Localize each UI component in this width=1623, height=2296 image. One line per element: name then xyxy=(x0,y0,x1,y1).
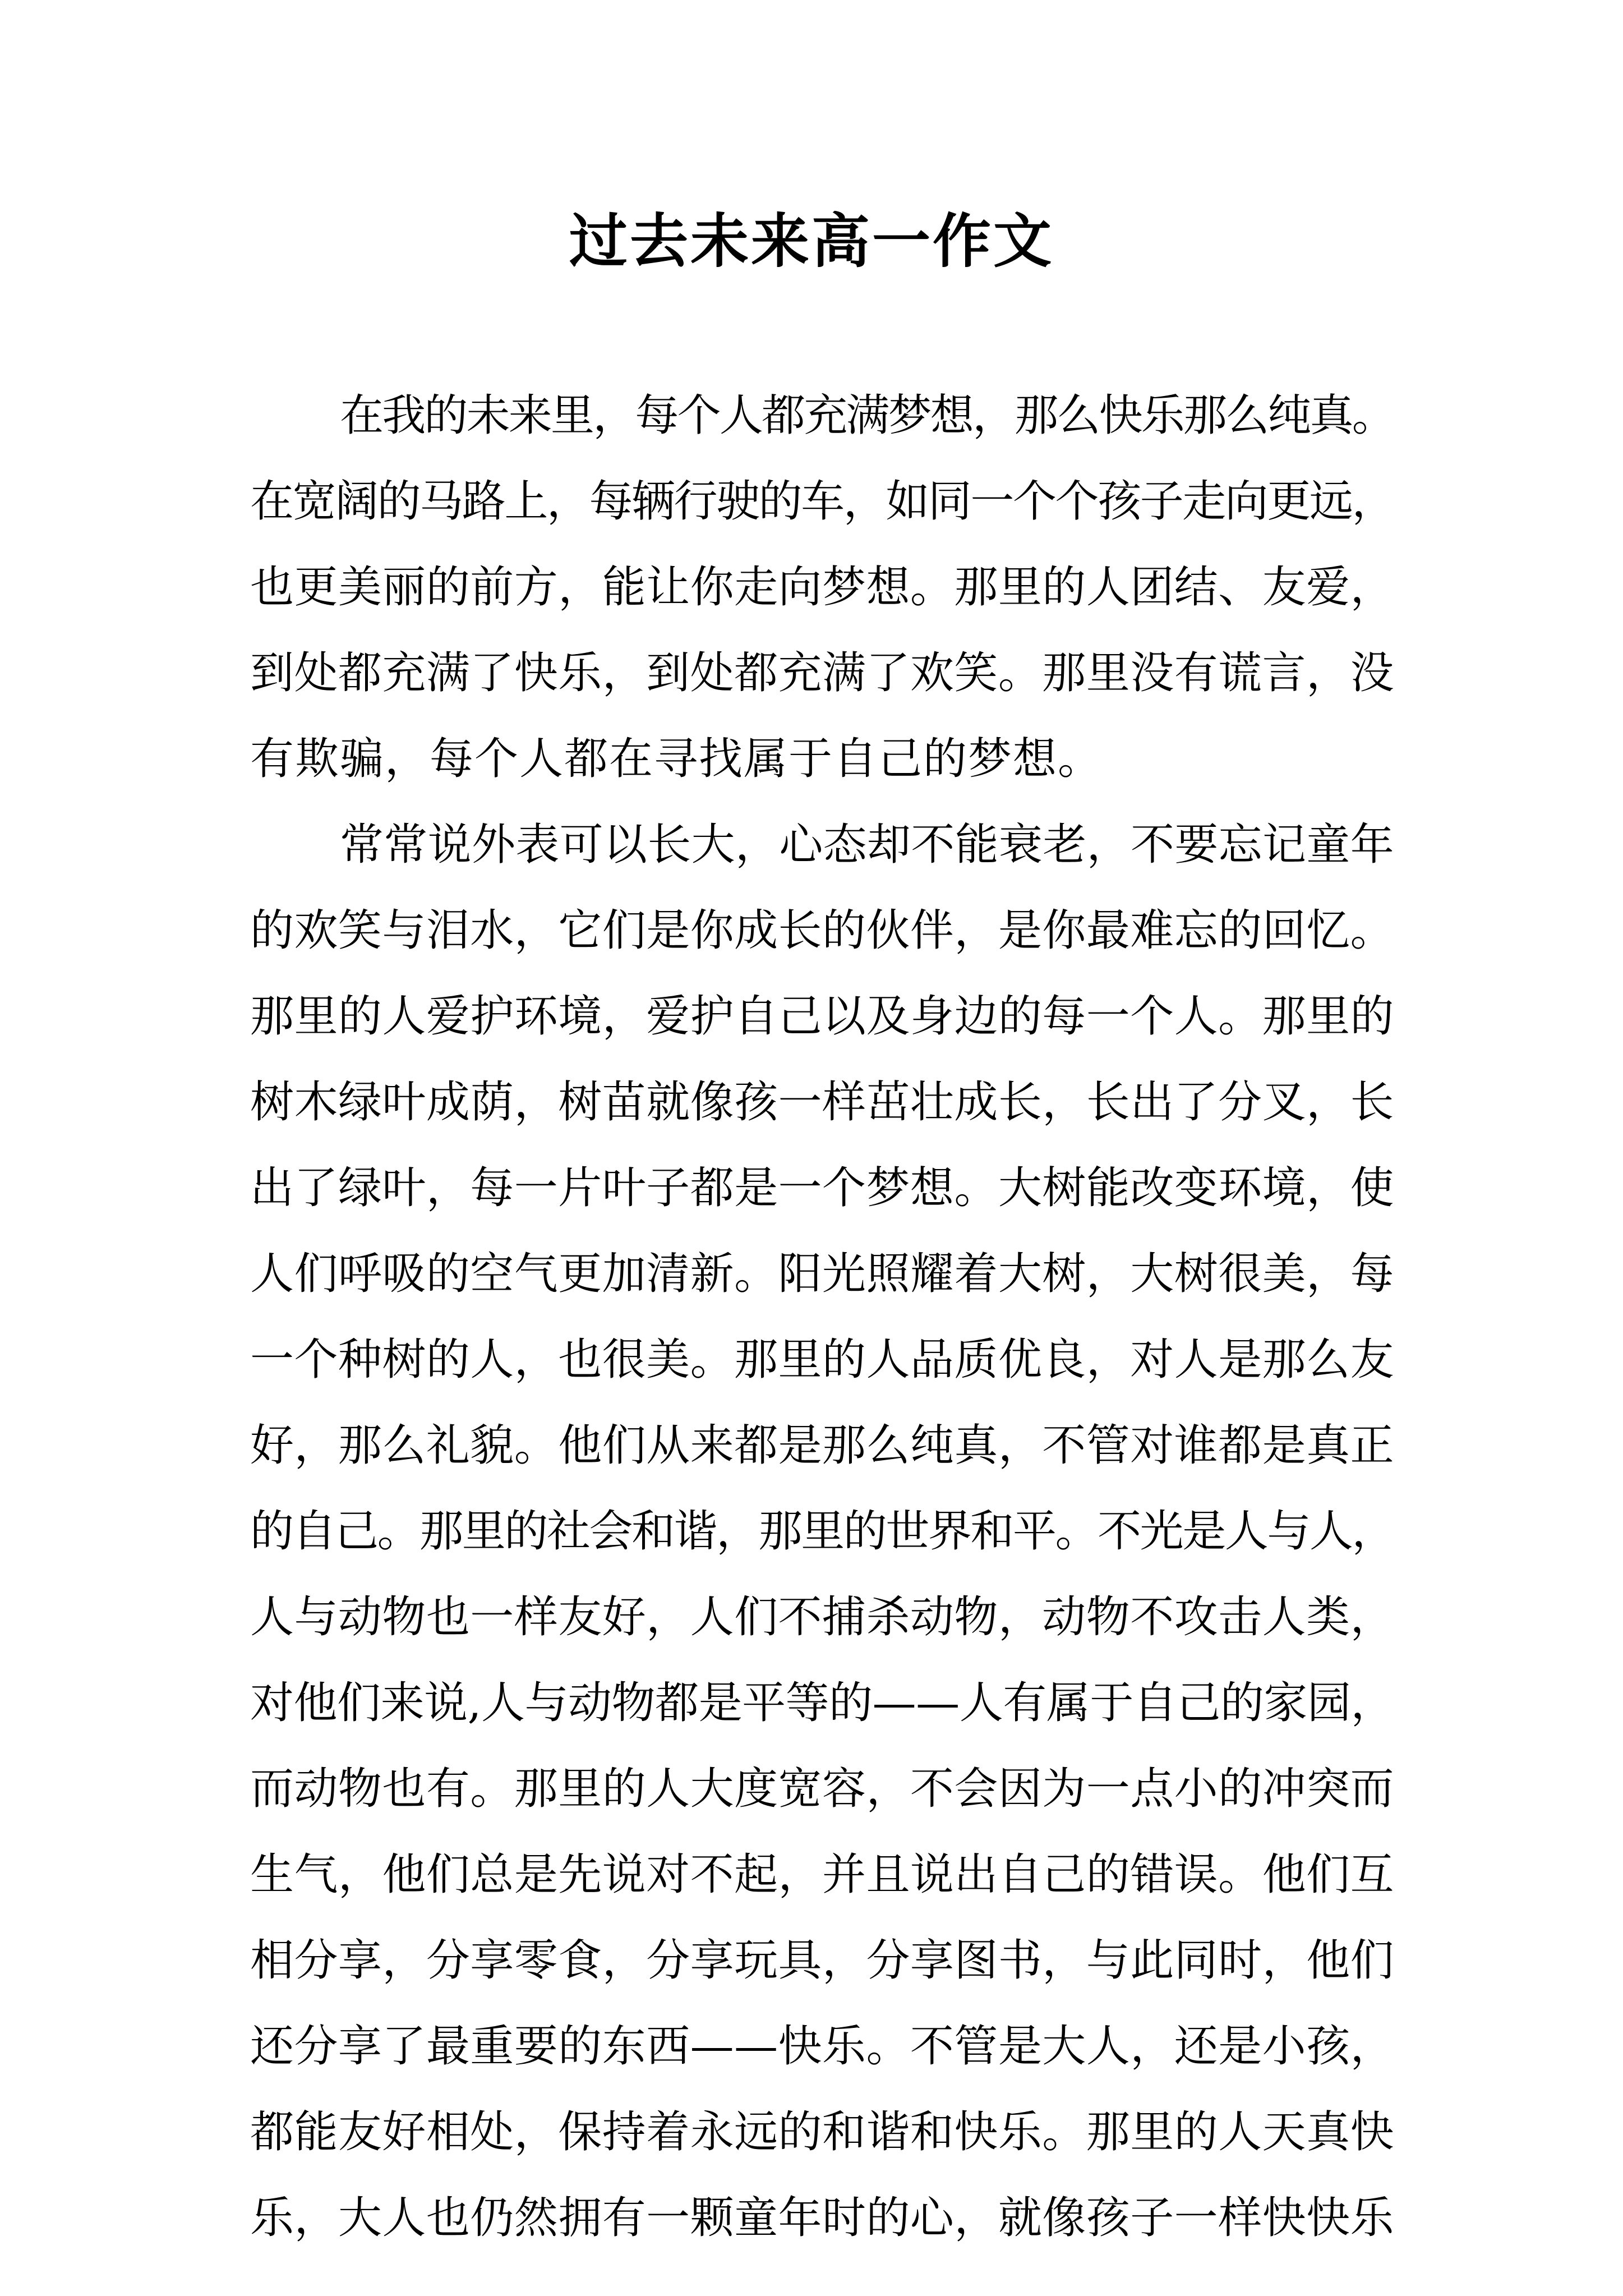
text-line: 的自己。那里的社会和谐，那里的世界和平。不光是人与人， xyxy=(250,1506,1394,1557)
text-line: 在宽阔的马路上，每辆行驶的车，如同一个个孩子走向更远， xyxy=(250,476,1394,527)
text-line: 的欢笑与泪水，它们是你成长的伙伴，是你最难忘的回忆。 xyxy=(250,905,1394,956)
text-line: 一个种树的人，也很美。那里的人品质优良，对人是那么友 xyxy=(250,1335,1394,1385)
text-line: 在我的未来里，每个人都充满梦想，那么快乐那么纯真。 xyxy=(340,390,1394,441)
document-body xyxy=(250,373,1394,2261)
text-line: 相分享，分享零食，分享玩具，分享图书，与此同时，他们 xyxy=(250,1935,1394,1986)
document-title: 过去未来高一作文 xyxy=(569,206,1054,275)
text-line: 好，那么礼貌。他们从来都是那么纯真，不管对谁都是真正 xyxy=(250,1420,1394,1471)
text-line: 到处都充满了快乐，到处都充满了欢笑。那里没有谎言，没 xyxy=(250,648,1394,698)
text-line: 还分享了最重要的东西——快乐。不管是大人，还是小孩， xyxy=(250,2021,1394,2072)
text-line: 而动物也有。那里的人大度宽容，不会因为一点小的冲突而 xyxy=(250,1764,1394,1814)
text-line: 常常说外表可以长大，心态却不能衰老，不要忘记童年 xyxy=(340,820,1394,870)
text-line: 都能友好相处，保持着永远的和谐和快乐。那里的人天真快 xyxy=(250,2107,1394,2157)
text-line: 出了绿叶，每一片叶子都是一个梦想。大树能改变环境，使 xyxy=(250,1163,1394,1213)
text-line: 对他们来说,人与动物都是平等的——人有属于自己的家园， xyxy=(250,1678,1394,1728)
text-line: 乐，大人也仍然拥有一颗童年时的心，就像孩子一样快快乐 xyxy=(250,2193,1394,2243)
text-line: 那里的人爱护环境，爱护自己以及身边的每一个人。那里的 xyxy=(250,991,1394,1042)
text-line: 树木绿叶成荫，树苗就像孩一样茁壮成长，长出了分叉，长 xyxy=(250,1077,1394,1128)
text-line: 有欺骗，每个人都在寻找属于自己的梦想。 xyxy=(250,734,1103,784)
text-line: 生气，他们总是先说对不起，并且说出自己的错误。他们互 xyxy=(250,1849,1394,1900)
text-line: 也更美丽的前方，能让你走向梦想。那里的人团结、友爱， xyxy=(250,562,1394,613)
text-line: 人们呼吸的空气更加清新。阳光照耀着大树，大树很美，每 xyxy=(250,1249,1394,1299)
text-line: 人与动物也一样友好，人们不捕杀动物，动物不攻击人类， xyxy=(250,1592,1394,1642)
